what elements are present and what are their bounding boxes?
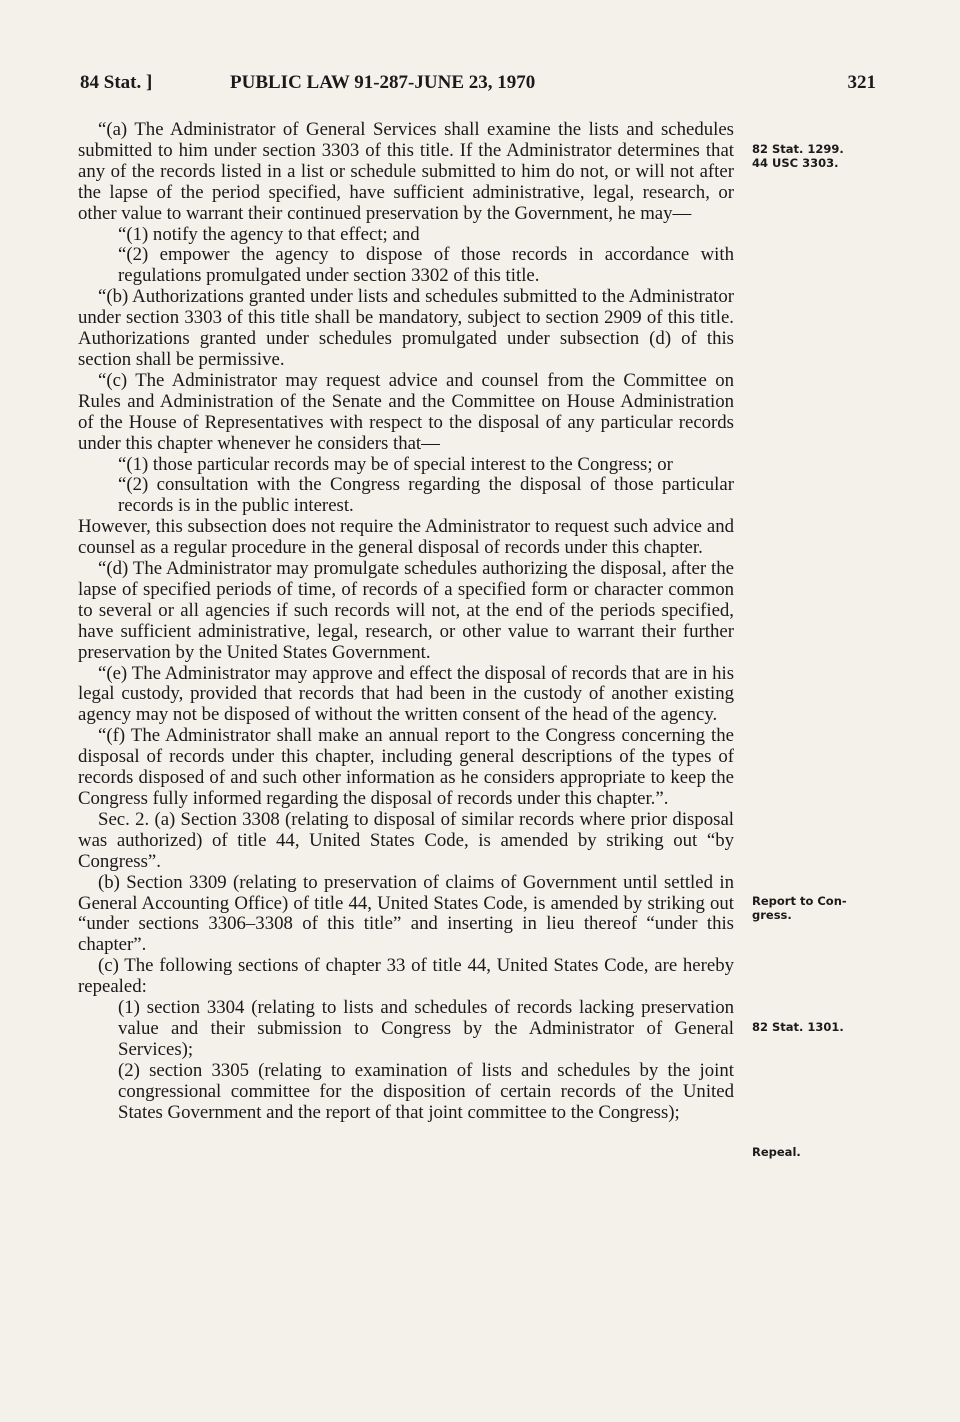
paragraph-a-2: “(2) empower the agency to dispose of those records in accordance with regulations promulgated under section 3302 of this title. — [118, 244, 734, 287]
section-2-c-2: (2) section 3305 (relating to examination of lists and schedules by the joint congressional committee for the disposition of certain records of the United States Government and the report of that joint committee to the Congress); — [118, 1059, 734, 1123]
paragraph-c-1: “(1) those particular records may be of special interest to the Congress; or — [118, 453, 673, 475]
margin-note-stat-1299: 82 Stat. 1299. 44 USC 3303. — [752, 142, 844, 170]
paragraph-c: “(c) The Administrator may request advice and counsel from the Committee on Rules and Administration of the Senate and the Committee on House Administration of the House of Representatives with respect to the disposal of any particular records under this chapter whenever he considers that— — [78, 369, 734, 454]
page-number: 321 — [847, 72, 876, 93]
statute-volume: 84 Stat. ] — [80, 72, 153, 93]
paragraph-c-2: “(2) consultation with the Congress regarding the disposal of those particular records is in the public interest. — [118, 474, 734, 517]
section-2-a: Sec. 2. (a) Section 3308 (relating to disposal of similar records where prior disposal was authorized) of title 44, United States Code, is amended by striking out “by Congress”. — [78, 808, 734, 872]
paragraph-a-1: “(1) notify the agency to that effect; and — [118, 223, 420, 245]
section-2-c: (c) The following sections of chapter 33 of title 44, United States Code, are hereby repealed: — [78, 955, 734, 998]
paragraph-b: “(b) Authorizations granted under lists and schedules submitted to the Administrator under section 3303 of this title shall be mandatory, subject to section 2909 of this title. Authorizations granted under schedules promulgated under subsection (d) of this section shall be permissive. — [78, 286, 734, 370]
paragraph-c-closing: However, this subsection does not require the Administrator to request such advice and counsel as a regular procedure in the general disposal of records under this chapter. — [78, 516, 734, 559]
section-2-c-1: (1) section 3304 (relating to lists and schedules of records lacking preservation value and their submission to Congress by the Administrator of General Services); — [118, 997, 734, 1060]
law-text — [78, 120, 734, 1124]
margin-note-stat-1301: 82 Stat. 1301. — [752, 1020, 844, 1034]
law-title: PUBLIC LAW 91-287-JUNE 23, 1970 — [230, 72, 536, 93]
paragraph-f: “(f) The Administrator shall make an annual report to the Congress concerning the disposal of records under this chapter, including general descriptions of the types of records disposed of and such other information as he considers appropriate to keep the Congress fully informed regarding the disposal of records under this chapter.”. — [78, 725, 734, 809]
section-2-b: (b) Section 3309 (relating to preservation of claims of Government until settled in General Accounting Office) of title 44, United States Code, is amended by striking out “under sections 3306–3308 of this title” and inserting in lieu thereof “under this chapter”. — [78, 871, 734, 956]
margin-note-report: Report to Con- gress. — [752, 894, 847, 922]
paragraph-d: “(d) The Administrator may promulgate schedules authorizing the disposal, after the lapse of specified periods of time, of records of a specified form or character common to several or all agencies if such records will not, at the end of the periods specified, have sufficient administrative, legal, research, or other value to warrant their further preservation by the United States Government. — [78, 558, 734, 663]
page-header — [80, 72, 876, 98]
paragraph-a: “(a) The Administrator of General Services shall examine the lists and schedules submitted to him under section 3303 of this title. If the Administrator determines that any of the records listed in a list or schedule submitted to him do not, or will not after the lapse of the period specified, have sufficient administrative, legal, research, or other value to warrant their continued preservation by the Government, he may— — [78, 119, 734, 224]
margin-note-repeal: Repeal. — [752, 1145, 801, 1159]
paragraph-e: “(e) The Administrator may approve and effect the disposal of records that are in his legal custody, provided that records that had been in the custody of another existing agency may not be disposed of without the written consent of the head of the agency. — [78, 662, 734, 726]
